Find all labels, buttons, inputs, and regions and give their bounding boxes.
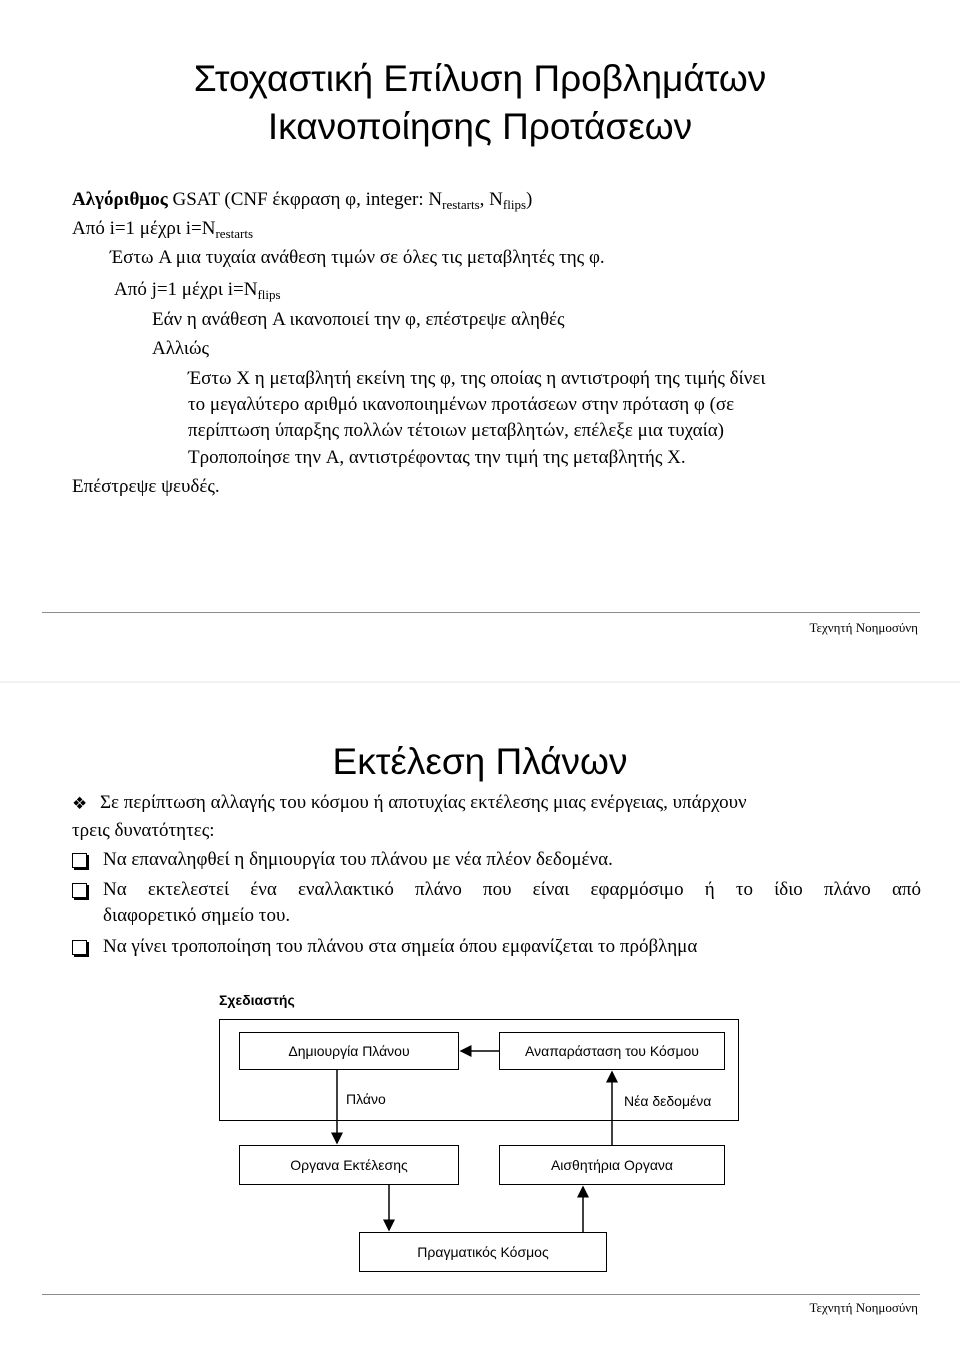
algorithm-params-prefix: (CNF έκφραση φ, integer: N	[219, 189, 443, 210]
let-x-line-2: το μεγαλύτερο αριθμό ικανοποιημένων προτάσεων στην πρόταση φ (σε	[188, 394, 735, 415]
algorithm-keyword: Αλγόριθμος	[72, 189, 168, 210]
let-x-line-1: Έστω X η μεταβλητή εκείνη της φ, της οποίας η αντιστροφή της τιμής δίνει	[188, 368, 766, 389]
loop-j-line	[114, 278, 281, 302]
diagram-arrows	[0, 683, 960, 1367]
return-false-line: Επέστρεψε ψευδές.	[72, 476, 220, 497]
loop-i-line	[72, 217, 253, 241]
sub-flips: flips	[502, 197, 527, 212]
if-line: Εάν η ανάθεση A ικανοποιεί την φ, επέστρεψε αληθές	[152, 309, 565, 330]
intro-line-1: Σε περίπτωση αλλαγής του κόσμου ή αποτυχίας εκτέλεσης μιας ενέργειας, υπάρχουν	[100, 792, 747, 813]
option-3-line-1: Να γίνει τροποποίηση του πλάνου στα σημεία όπου εμφανίζεται το πρόβλημα	[103, 936, 698, 957]
let-a-line: Έστω A μια τυχαία ανάθεση τιμών σε όλες τις μεταβλητές της φ.	[110, 247, 605, 268]
option-2-line-1: Να εκτελεστεί ένα εναλλακτικό πλάνο που είναι εφαρμόσιμο ή το ίδιο πλάνο από	[103, 879, 921, 900]
option-1-line-1: Να επαναληφθεί η δημιουργία του πλάνου με νέα πλέον δεδομένα.	[103, 849, 613, 870]
real-world-box: Πραγματικός Κόσμος	[359, 1232, 607, 1272]
footer-text: Τεχνητή Νοημοσύνη	[809, 1300, 918, 1315]
let-x-line-3: περίπτωση ύπαρξης πολλών τέτοιων μεταβλητών, επέλεξε μια τυχαία)	[188, 420, 724, 441]
slide-title-line1: Στοχαστική Επίλυση Προβλημάτων	[193, 58, 767, 99]
slide-gsat	[0, 0, 960, 682]
loop-i-text: Από i=1 μέχρι i=N	[72, 218, 216, 239]
slide-title: Εκτέλεση Πλάνων	[332, 741, 628, 782]
modify-line: Τροποποίησε την A, αντιστρέφοντας την τιμή της μεταβλητής X.	[188, 447, 686, 468]
algorithm-name: GSAT	[167, 189, 220, 210]
plan-creation-box: Δημιουργία Πλάνου	[239, 1032, 459, 1070]
plan-label: Πλάνο	[346, 1091, 386, 1107]
footer-rule	[42, 1294, 920, 1295]
footer-text: Τεχνητή Νοημοσύνη	[809, 620, 918, 635]
intro-line-2: τρεις δυνατότητες:	[72, 820, 215, 841]
algorithm-params-mid: , N	[479, 189, 503, 210]
footer-rule	[42, 612, 920, 613]
else-line: Αλλιώς	[152, 338, 210, 359]
algorithm-header	[72, 188, 532, 212]
loop-j-text: Από j=1 μέχρι i=N	[114, 279, 258, 300]
execution-organs-box: Οργανα Εκτέλεσης	[239, 1145, 459, 1185]
planner-label: Σχεδιαστής	[219, 992, 295, 1008]
world-representation-box: Αναπαράσταση του Κόσμου	[499, 1032, 725, 1070]
loop-j-sub: flips	[257, 287, 281, 302]
sensors-box: Αισθητήρια Οργανα	[499, 1145, 725, 1185]
loop-i-sub: restarts	[215, 226, 254, 241]
diamond-bullet-icon: ❖	[72, 794, 88, 814]
option-2-line-2: διαφορετικό σημείο του.	[103, 905, 291, 926]
slide-title-line2: Ικανοποίησης Προτάσεων	[267, 106, 693, 147]
sub-restarts: restarts	[442, 197, 480, 212]
slide-plan-execution	[0, 683, 960, 1367]
new-data-label: Νέα δεδομένα	[624, 1093, 712, 1109]
algorithm-params-suffix: )	[526, 189, 533, 210]
